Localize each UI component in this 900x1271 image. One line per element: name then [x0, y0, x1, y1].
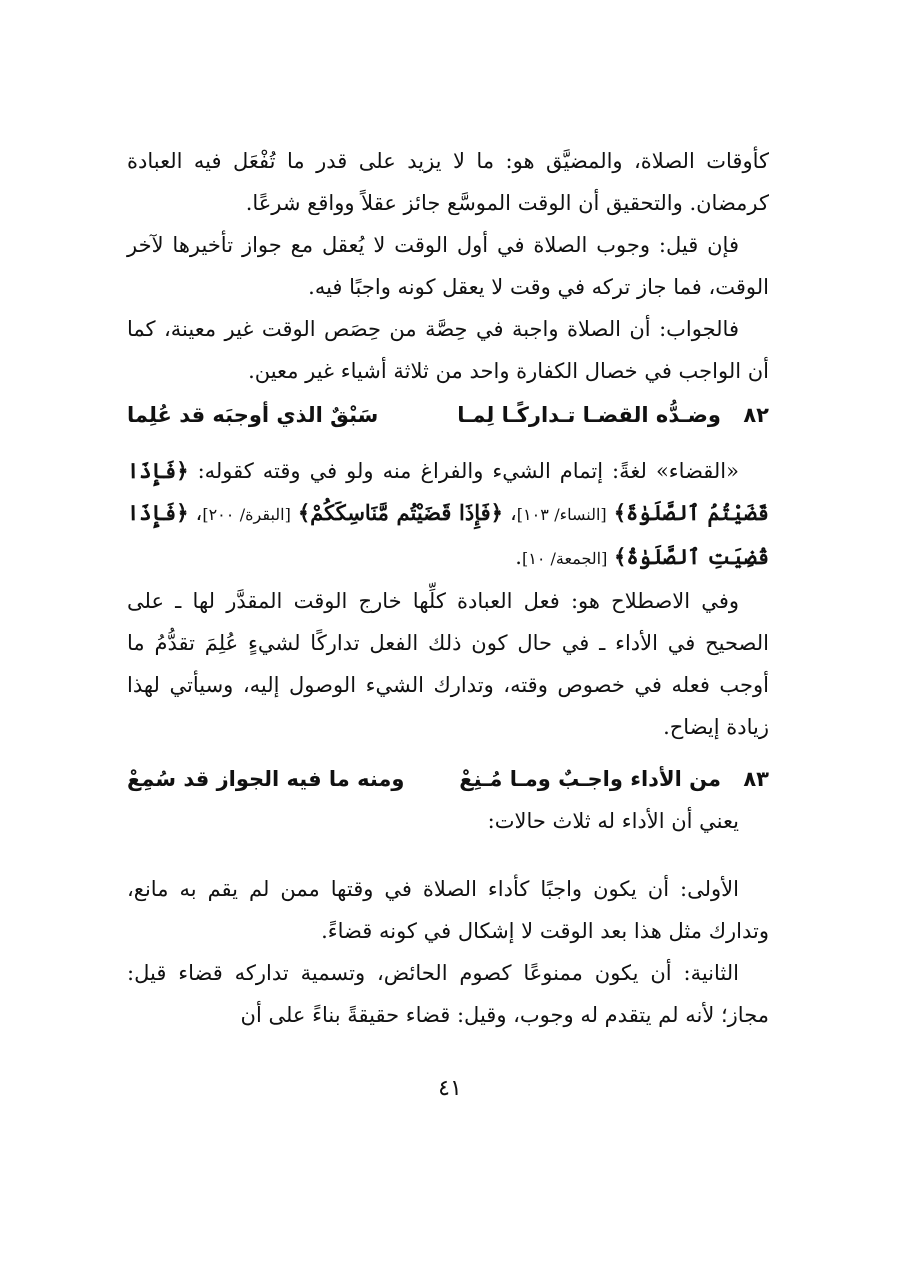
separator: ،	[510, 501, 517, 525]
verse-second-hemistich: ومنه ما فيه الجواز قد سُمِعْ	[126, 767, 405, 791]
quran-reference: [الجمعة/ ١٠]	[521, 549, 608, 568]
quran-reference: [البقرة/ ٢٠٠]	[202, 505, 291, 524]
paragraph-answer: فالجواب: أن الصلاة واجبة في حِصَّة من حِصَص الوقت غير معينة، كما أن الواجب في خصال الكفارة واحد من ثلاثة أشياء غير معين.	[127, 317, 769, 383]
verse-first-hemistich: وضـدُّه القضـا تـداركًـا لِمـا	[457, 403, 721, 427]
verse-second-hemistich: سَبْقٌ الذي أوجبَه قد عُلِما	[127, 403, 379, 427]
qada-intro: «القضاء» لغةً: إتمام الشيء والفراغ منه ولو في وقته كقوله:	[197, 459, 739, 483]
verse-83	[127, 758, 769, 800]
quran-quote: ﴿فَإِذَا قَضَيْتُم مَّنَاسِكَكُمْ﴾	[297, 500, 503, 525]
verse-number: ٨٢	[743, 403, 769, 427]
verse-first-hemistich: من الأداء واجـبٌ ومـا مُـنِعْ	[459, 767, 721, 791]
paragraph-time-kinds: كأوقات الصلاة، والمضيَّق هو: ما لا يزيد على قدر ما تُفْعَل فيه العبادة كرمضان. والتحقيق أن الوقت الموسَّع جائز عقلاً وواقع شرعًا.	[127, 149, 769, 215]
page-number: ٤١	[438, 1076, 462, 1101]
verse-82	[127, 394, 769, 436]
quran-quote: ﴿فَإِذَا قُضِيَتِ ٱلصَّلَوٰةُ﴾	[127, 500, 769, 569]
paragraph-objection: فإن قيل: وجوب الصلاة في أول الوقت لا يُعقل مع جواز تأخيرها لآخر الوقت، فما جاز تركه في وقت لا يعقل كونه واجبًا فيه.	[127, 233, 769, 299]
quran-reference: [النساء/ ١٠٣]	[516, 505, 607, 524]
full-stop: .	[515, 545, 522, 569]
paragraph-three-states: يعني أن الأداء له ثلاث حالات:	[487, 809, 739, 833]
quran-quote: ﴿فَإِذَا قَضَيْتُمُ ٱلصَّلَوٰةَ﴾	[127, 458, 769, 525]
paragraph-istilah: وفي الاصطلاح هو: فعل العبادة كلِّها خارج الوقت المقدَّر لها ـ على الصحيح في الأداء ـ في حال كون ذلك الفعل تداركًا لشيءٍ عُلِمَ تقدُّمُ ما أوجب فعله في خصوص وقته، وتدارك الشيء الوصول إليه، وسيأتي لهذا زيادة إيضاح.	[127, 589, 769, 739]
paragraph-qada-definition	[127, 450, 769, 580]
verse-number: ٨٣	[743, 767, 769, 791]
page-body	[127, 140, 769, 1036]
paragraph-first-state: الأولى: أن يكون واجبًا كأداء الصلاة في وقتها ممن لم يقم به مانع، وتدارك مثل هذا بعد الوقت لا إشكال في كونه قضاءً.	[127, 877, 769, 943]
paragraph-second-state: الثانية: أن يكون ممنوعًا كصوم الحائض، وتسمية تداركه قضاء قيل: مجاز؛ لأنه لم يتقدم له وجوب، وقيل: قضاء حقيقةً بناءً على أن	[127, 961, 769, 1027]
separator: ،	[195, 501, 203, 525]
